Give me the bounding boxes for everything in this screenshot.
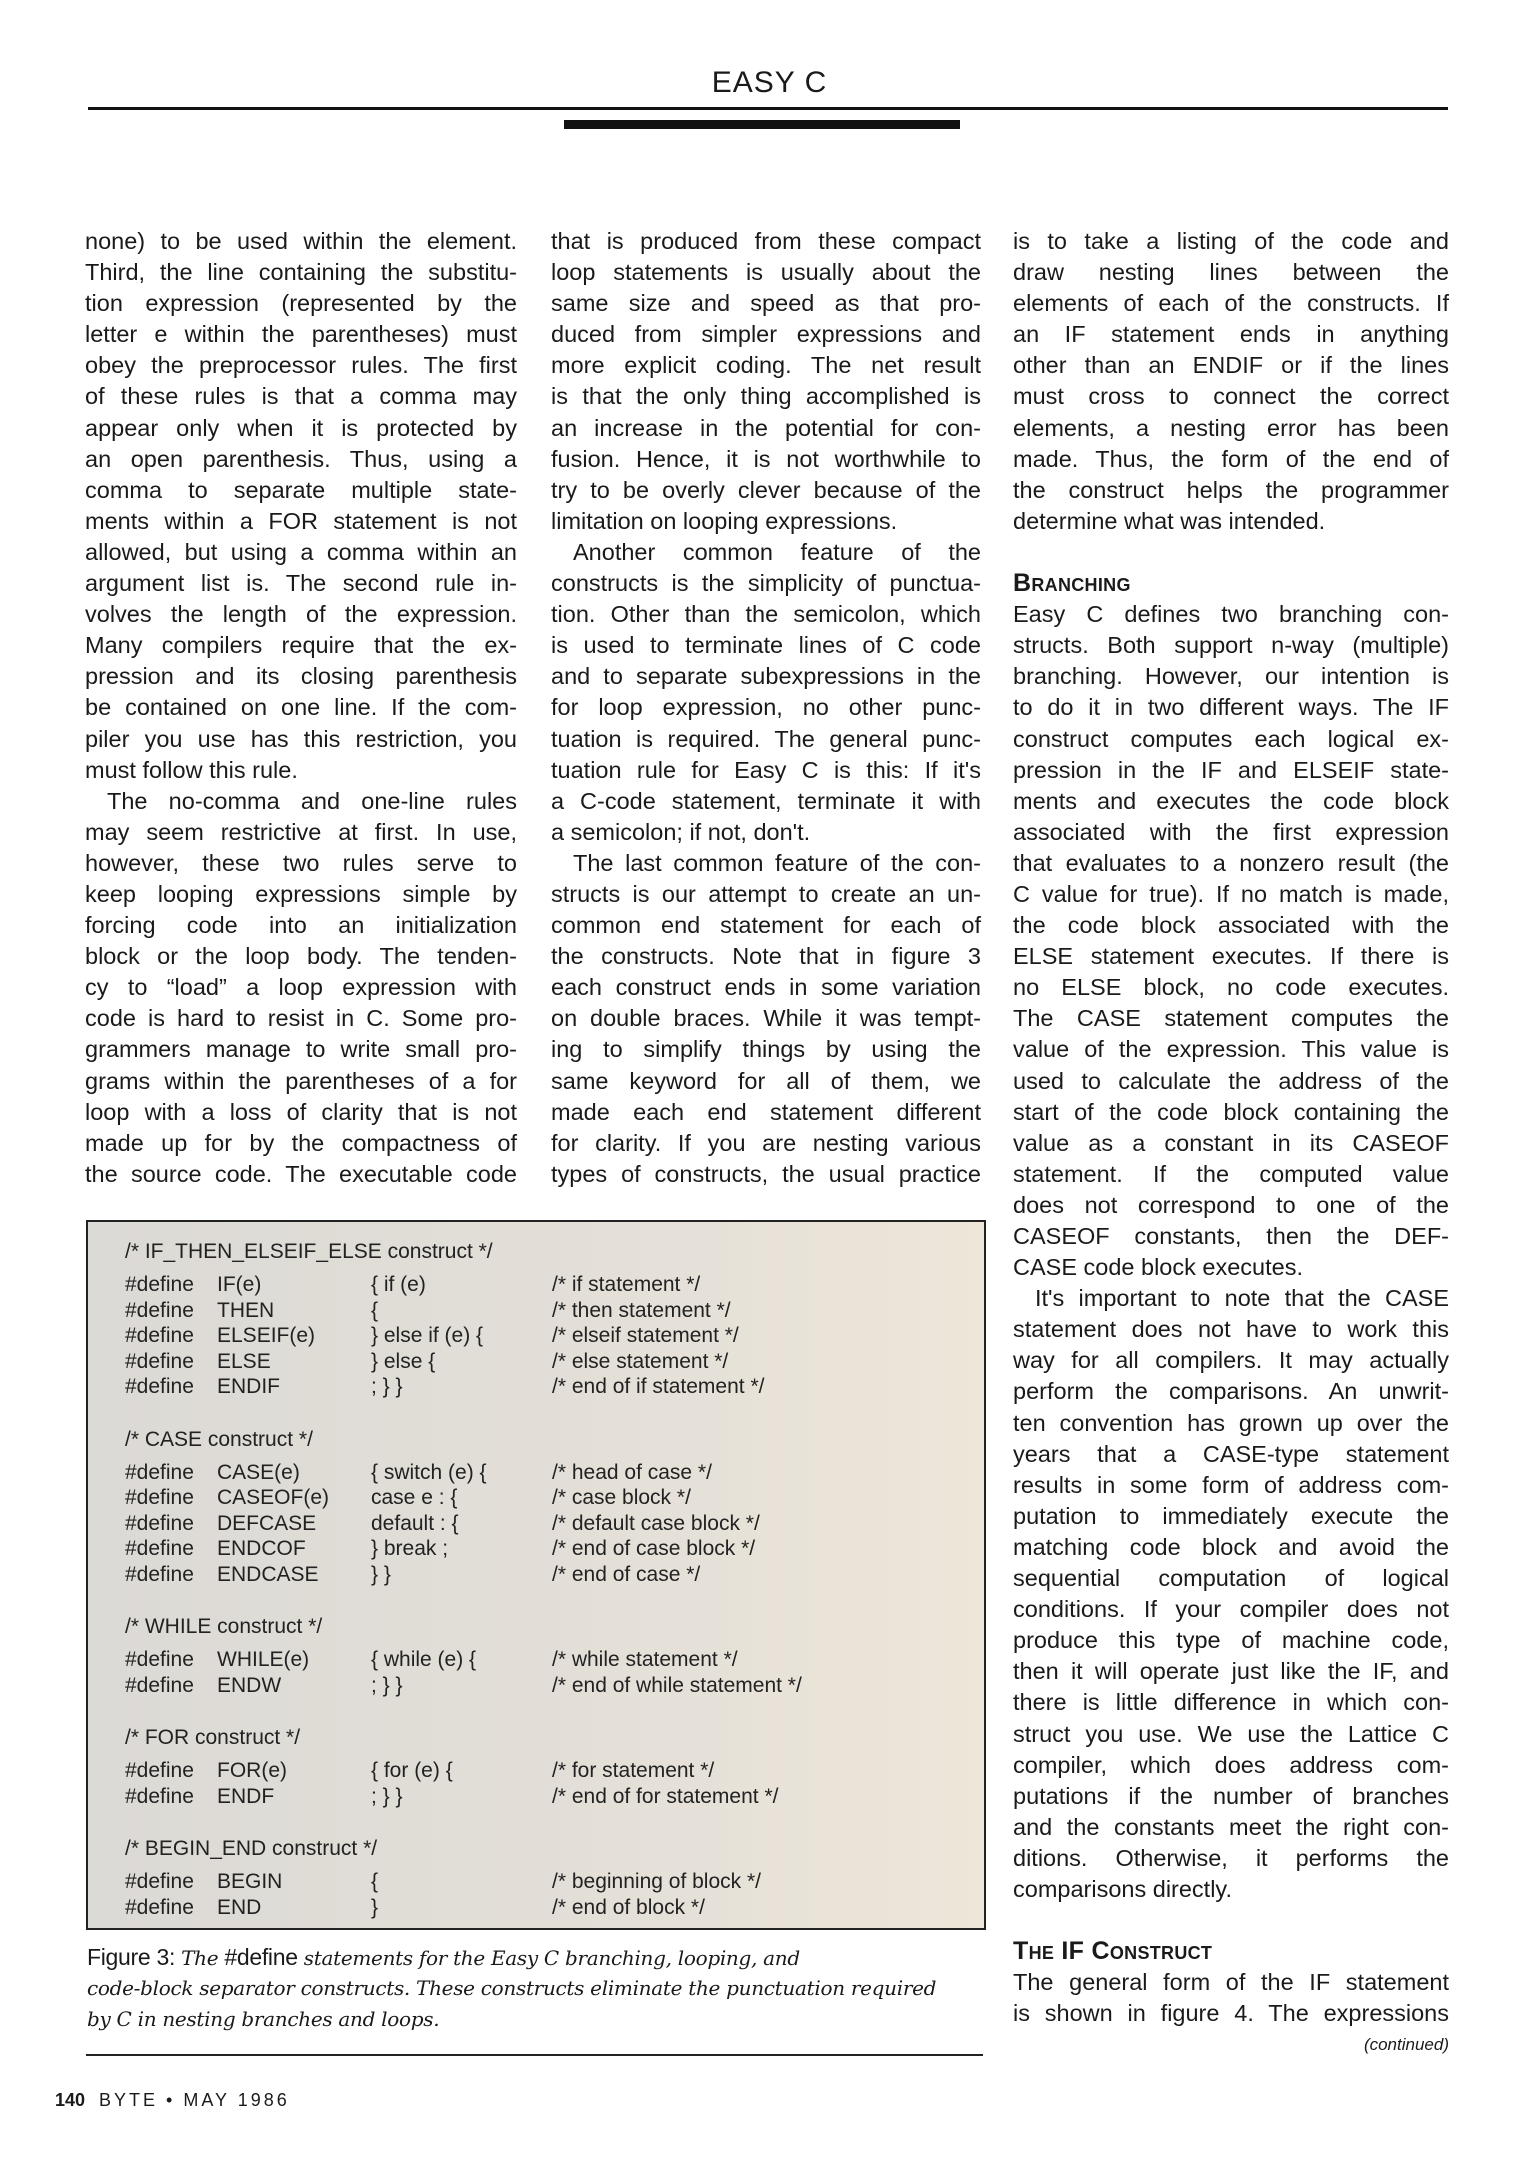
text-line: Easy C defines two branching con-: [1013, 601, 1449, 628]
text-line: is shown in figure 4. The expressions: [1013, 2000, 1449, 2027]
text-line: determine what was intended.: [1013, 507, 1326, 534]
macro-name: ELSEIF(e): [217, 1324, 316, 1347]
text-line: the construct helps the programmer: [1013, 476, 1449, 503]
code-comment: /* elseif statement */: [552, 1324, 739, 1347]
define-keyword: #define: [125, 1784, 194, 1808]
text-line: produce this type of machine code,: [1013, 1627, 1449, 1654]
text-line: statement does not have to work this: [1013, 1316, 1449, 1343]
text-line: tion expression (represented by the: [85, 290, 517, 317]
define-keyword: #define: [125, 1486, 194, 1509]
text-line: and the constants meet the right con-: [1013, 1813, 1449, 1840]
code-comment: /* while statement */: [552, 1648, 738, 1671]
macro-name: WHILE(e): [217, 1648, 310, 1671]
text-line: of these rules is that a comma may: [85, 383, 517, 410]
text-line: made each end statement different: [551, 1098, 981, 1125]
text-line: a C-code statement, terminate it with: [551, 787, 981, 814]
macro-expansion: case e : {: [371, 1486, 458, 1509]
text-line: appear only when it is protected by: [85, 414, 517, 441]
code-comment-heading: /* CASE construct */: [125, 1427, 313, 1451]
macro-expansion: } else {: [371, 1349, 436, 1373]
text-line: loop statements is usually about the: [551, 259, 981, 286]
macro-expansion: } }: [371, 1562, 391, 1586]
macro-name: ENDW: [217, 1673, 282, 1697]
text-line: comma to separate multiple state-: [85, 476, 517, 503]
text-line: none) to be used within the element.: [85, 228, 517, 254]
text-line: same size and speed as that pro-: [551, 290, 981, 317]
text-line: conditions. If your compiler does not: [1013, 1596, 1449, 1623]
code-row: [88, 1563, 984, 1589]
code-row: [88, 1674, 984, 1700]
text-line: ments within a FOR statement is not: [85, 507, 517, 534]
paragraph: [1013, 1967, 1449, 2029]
caption-line-3: by C in nesting branches and loops.: [87, 2007, 440, 2031]
text-line: on double braces. While it was tempt-: [551, 1005, 981, 1032]
text-line: perform the comparisons. An unwrit-: [1013, 1378, 1449, 1405]
text-line: years that a CASE-type statement: [1013, 1440, 1449, 1467]
text-line: other than an ENDIF or if the lines: [1013, 352, 1449, 379]
footer-rule: [86, 2054, 983, 2056]
code-row: [88, 1870, 984, 1896]
text-column-3: [1013, 226, 1449, 2060]
code-comment: /* then statement */: [552, 1298, 731, 1322]
text-line: allowed, but using a comma within an: [85, 538, 517, 565]
text-column-1: [85, 226, 517, 1190]
caption-line-1: [87, 1942, 936, 1973]
publication: BYTE • MAY 1986: [99, 2090, 290, 2110]
macro-expansion: ; } }: [371, 1375, 403, 1398]
text-line: duced from simpler expressions and: [551, 321, 981, 348]
define-keyword: #define: [125, 1673, 194, 1697]
text-line: that evaluates to a nonzero result (the: [1013, 849, 1449, 876]
paragraph: [551, 537, 981, 848]
code-comment: /* end of case */: [552, 1562, 701, 1586]
text-line: is used to terminate lines of C code: [551, 632, 981, 659]
code-row: [88, 1759, 984, 1785]
text-line: an open parenthesis. Thus, using a: [85, 445, 517, 472]
define-keyword: #define: [125, 1349, 194, 1373]
macro-name: FOR(e): [217, 1759, 287, 1782]
text-line: made up for by the compactness of: [85, 1129, 517, 1156]
text-line: volves the length of the expression.: [85, 601, 517, 628]
text-line: the code block associated with the: [1013, 912, 1449, 939]
text-line: pression in the IF and ELSEIF state-: [1013, 756, 1449, 783]
code-row: [88, 1350, 984, 1376]
text-line: and to separate subexpressions in the: [551, 663, 981, 690]
text-line: The CASE statement computes the: [1013, 1005, 1449, 1032]
text-line: results in some form of address com-: [1013, 1471, 1449, 1498]
text-line: obey the preprocessor rules. The first: [85, 352, 517, 379]
macro-expansion: {: [371, 1870, 379, 1893]
text-line: struct you use. We use the Lattice C: [1013, 1720, 1449, 1747]
text-line: that is produced from these compact: [551, 228, 981, 254]
macro-expansion: { for (e) {: [371, 1759, 453, 1782]
caption-line-2: code-block separator constructs. These constructs eliminate the punctuation required: [87, 1976, 937, 2000]
text-line: way for all compilers. It may actually: [1013, 1347, 1449, 1374]
section-heading: Branching: [1013, 569, 1131, 598]
code-comment-heading: /* WHILE construct */: [125, 1615, 323, 1638]
text-line: is to take a listing of the code and: [1013, 228, 1449, 254]
text-line: be contained on one line. If the com-: [85, 694, 517, 721]
page-footer: [55, 2090, 290, 2111]
text-line: block or the loop body. The tenden-: [85, 943, 517, 970]
text-line: for loop expression, no other punc-: [551, 694, 981, 721]
macro-expansion: { while (e) {: [371, 1648, 477, 1671]
text-line: argument list is. The second rule in-: [85, 570, 517, 597]
text-line: compiler, which does address com-: [1013, 1751, 1449, 1778]
code-comment-heading: /* IF_THEN_ELSEIF_ELSE construct */: [125, 1240, 493, 1263]
macro-expansion: }: [371, 1895, 379, 1919]
macro-name: END: [217, 1895, 262, 1919]
page-number: 140: [55, 2090, 86, 2110]
code-comment: /* end of block */: [552, 1895, 705, 1919]
text-line: CASE code block executes.: [1013, 1254, 1303, 1281]
spacer: [1013, 1905, 1449, 1936]
caption-text: The: [175, 1946, 225, 1970]
macro-expansion: } break ;: [371, 1537, 449, 1560]
text-line: tuation rule for Easy C is this: If it's: [551, 756, 981, 783]
header-bar: [564, 120, 960, 129]
text-line: value as a constant in its CASEOF: [1013, 1129, 1449, 1156]
text-line: same keyword for all of them, we: [551, 1067, 981, 1094]
text-line: piler you use has this restriction, you: [85, 725, 517, 752]
text-line: limitation on looping expressions.: [551, 507, 898, 534]
macro-name: CASEOF(e): [217, 1486, 330, 1509]
code-comment: /* end of if statement */: [552, 1375, 765, 1398]
text-line: branching. However, our intention is: [1013, 663, 1449, 690]
text-line: must cross to connect the correct: [1013, 383, 1449, 410]
text-line: however, these two rules serve to: [85, 849, 517, 876]
text-line: Third, the line containing the substitu-: [85, 259, 517, 286]
macro-name: THEN: [217, 1298, 275, 1322]
text-line: forcing code into an initialization: [85, 912, 517, 939]
code-row: [88, 1785, 984, 1811]
text-line: must follow this rule.: [85, 756, 298, 783]
code-row: [88, 1273, 984, 1299]
caption-code: #define: [224, 1944, 298, 1970]
text-line: made. Thus, the form of the end of: [1013, 445, 1449, 472]
define-keyword: #define: [125, 1273, 194, 1296]
code-row: [88, 1461, 984, 1487]
code-comment: /* default case block */: [552, 1511, 760, 1535]
text-line: constructs is the simplicity of punctua-: [551, 570, 981, 597]
text-line: no ELSE block, no code executes.: [1013, 974, 1449, 1001]
macro-name: ENDCASE: [217, 1562, 319, 1586]
code-comment-heading: /* FOR construct */: [125, 1726, 301, 1749]
text-line: does not correspond to one of the: [1013, 1191, 1449, 1218]
text-line: a semicolon; if not, don't.: [551, 818, 811, 845]
code-comment: /* beginning of block */: [552, 1870, 761, 1893]
macro-name: IF(e): [217, 1273, 262, 1296]
text-line: is that the only thing accomplished is: [551, 383, 981, 410]
code-comment: /* for statement */: [552, 1759, 715, 1782]
macro-expansion: ; } }: [371, 1673, 403, 1697]
text-line: comparisons directly.: [1013, 1875, 1232, 1902]
macro-name: BEGIN: [217, 1870, 283, 1893]
text-line: statement. If the computed value: [1013, 1160, 1449, 1187]
text-line: Another common feature of the: [573, 538, 981, 565]
text-line: types of constructs, the usual practice: [551, 1160, 981, 1187]
text-line: structs is our attempt to create an un-: [551, 880, 981, 907]
macro-name: CASE(e): [217, 1460, 300, 1484]
code-row: [88, 1896, 984, 1922]
define-keyword: #define: [125, 1298, 194, 1322]
code-comment: /* end of case block */: [552, 1537, 756, 1560]
text-line: start of the code block containing the: [1013, 1098, 1449, 1125]
text-line: an IF statement ends in anything: [1013, 321, 1449, 348]
paragraph: [551, 848, 981, 1190]
text-line: pression and its closing parenthesis: [85, 663, 517, 690]
code-row: [88, 1512, 984, 1538]
paragraph: [551, 226, 981, 537]
text-line: elements of each of the constructs. If: [1013, 290, 1449, 317]
code-comment: /* end of while statement */: [552, 1673, 802, 1697]
text-line: an increase in the potential for con-: [551, 414, 981, 441]
text-line: keep looping expressions simple by: [85, 880, 517, 907]
code-comment-heading: /* BEGIN_END construct */: [125, 1837, 378, 1860]
macro-expansion: } else if (e) {: [371, 1324, 484, 1347]
text-line: tuation is required. The general punc-: [551, 725, 981, 752]
define-keyword: #define: [125, 1375, 194, 1398]
text-line: letter e within the parentheses) must: [85, 321, 517, 348]
text-line: matching code block and avoid the: [1013, 1533, 1449, 1560]
macro-expansion: default : {: [371, 1511, 459, 1535]
text-line: putations if the number of branches: [1013, 1782, 1449, 1809]
text-line: value of the expression. This value is: [1013, 1036, 1449, 1063]
caption-text: statements for the Easy C branching, looping, and: [297, 1946, 800, 1970]
macro-expansion: {: [371, 1298, 379, 1322]
text-line: cy to “load” a loop expression with: [85, 974, 517, 1001]
text-line: tion. Other than the semicolon, which: [551, 601, 981, 628]
code-comment: /* case block */: [552, 1486, 691, 1509]
continued-note: (continued): [1363, 2035, 1449, 2055]
section-heading: The IF Construct: [1013, 1937, 1213, 1966]
paragraph: [1013, 226, 1449, 537]
code-row: [88, 1648, 984, 1674]
text-line: used to calculate the address of the: [1013, 1067, 1449, 1094]
code-row: [88, 1486, 984, 1512]
text-line: may seem restrictive at first. In use,: [85, 818, 517, 845]
figure-caption: [87, 1942, 936, 2035]
running-head: EASY C: [711, 66, 828, 99]
text-line: grammers manage to write small pro-: [85, 1036, 517, 1063]
define-keyword: #define: [125, 1562, 194, 1586]
define-keyword: #define: [125, 1460, 194, 1484]
text-line: try to be overly clever because of the: [551, 476, 981, 503]
text-line: The general form of the IF statement: [1013, 1969, 1449, 1996]
text-line: associated with the first expression: [1013, 818, 1449, 845]
code-row: [88, 1537, 984, 1563]
define-keyword: #define: [125, 1511, 194, 1535]
macro-expansion: ; } }: [371, 1784, 403, 1808]
text-line: common end statement for each of: [551, 912, 981, 939]
text-column-2: [551, 226, 981, 1190]
text-line: ditions. Otherwise, it performs the: [1013, 1844, 1449, 1871]
code-comment: /* head of case */: [552, 1460, 712, 1484]
paragraph: [1013, 1283, 1449, 1905]
code-comment: /* else statement */: [552, 1349, 729, 1373]
text-line: structs. Both support n-way (multiple): [1013, 632, 1449, 659]
define-keyword: #define: [125, 1648, 194, 1671]
figure-3-code-listing: [86, 1220, 986, 1930]
text-line: the constructs. Note that in figure 3: [551, 943, 981, 970]
text-line: sequential computation of logical: [1013, 1565, 1449, 1592]
text-line: to do it in two different ways. The IF: [1013, 694, 1449, 721]
paragraph: [1013, 599, 1449, 1283]
macro-expansion: { if (e): [371, 1273, 426, 1296]
text-line: the source code. The executable code: [85, 1160, 517, 1187]
define-keyword: #define: [125, 1895, 194, 1919]
text-line: code is hard to resist in C. Some pro-: [85, 1005, 517, 1032]
text-line: It's important to note that the CASE: [1035, 1285, 1449, 1312]
code-row: [88, 1299, 984, 1325]
text-line: then it will operate just like the IF, and: [1013, 1658, 1449, 1685]
code-comment: /* if statement */: [552, 1273, 701, 1296]
text-line: fusion. Hence, it is not worthwhile to: [551, 445, 981, 472]
text-line: grams within the parentheses of a for: [85, 1067, 517, 1094]
text-line: ments and executes the code block: [1013, 787, 1449, 814]
text-line: for clarity. If you are nesting various: [551, 1129, 981, 1156]
text-line: The no-comma and one-line rules: [107, 787, 517, 814]
text-line: ing to simplify things by using the: [551, 1036, 981, 1063]
text-line: CASEOF constants, then the DEF-: [1013, 1223, 1449, 1249]
macro-name: ENDCOF: [217, 1537, 306, 1560]
macro-name: ENDF: [217, 1784, 275, 1808]
spacer: [1013, 537, 1449, 568]
text-line: Many compilers require that the ex-: [85, 632, 517, 659]
text-line: ten convention has grown up over the: [1013, 1409, 1449, 1436]
define-keyword: #define: [125, 1759, 194, 1782]
code-comment: /* end of for statement */: [552, 1784, 779, 1808]
macro-name: ENDIF: [217, 1375, 280, 1398]
text-line: construct computes each logical ex-: [1013, 725, 1449, 752]
text-line: ELSE statement executes. If there is: [1013, 943, 1449, 970]
paragraph: [85, 786, 517, 1190]
macro-name: ELSE: [217, 1349, 271, 1373]
text-line: more explicit coding. The net result: [551, 352, 981, 379]
text-line: C value for true). If no match is made,: [1013, 880, 1449, 907]
text-line: The last common feature of the con-: [573, 849, 981, 876]
caption-label: Figure 3:: [87, 1944, 176, 1970]
macro-name: DEFCASE: [217, 1511, 317, 1535]
define-keyword: #define: [125, 1870, 194, 1893]
define-keyword: #define: [125, 1537, 194, 1560]
text-line: putation to immediately execute the: [1013, 1502, 1449, 1529]
text-line: draw nesting lines between the: [1013, 259, 1449, 286]
code-row: [88, 1375, 984, 1401]
text-line: elements, a nesting error has been: [1013, 414, 1449, 441]
text-line: each construct ends in some variation: [551, 974, 981, 1001]
text-line: loop with a loss of clarity that is not: [85, 1098, 517, 1125]
text-line: there is little difference in which con-: [1013, 1689, 1449, 1716]
code-row: [88, 1324, 984, 1350]
macro-expansion: { switch (e) {: [371, 1460, 487, 1484]
header-rule: [88, 107, 1448, 110]
paragraph: [85, 226, 517, 786]
define-keyword: #define: [125, 1324, 194, 1347]
